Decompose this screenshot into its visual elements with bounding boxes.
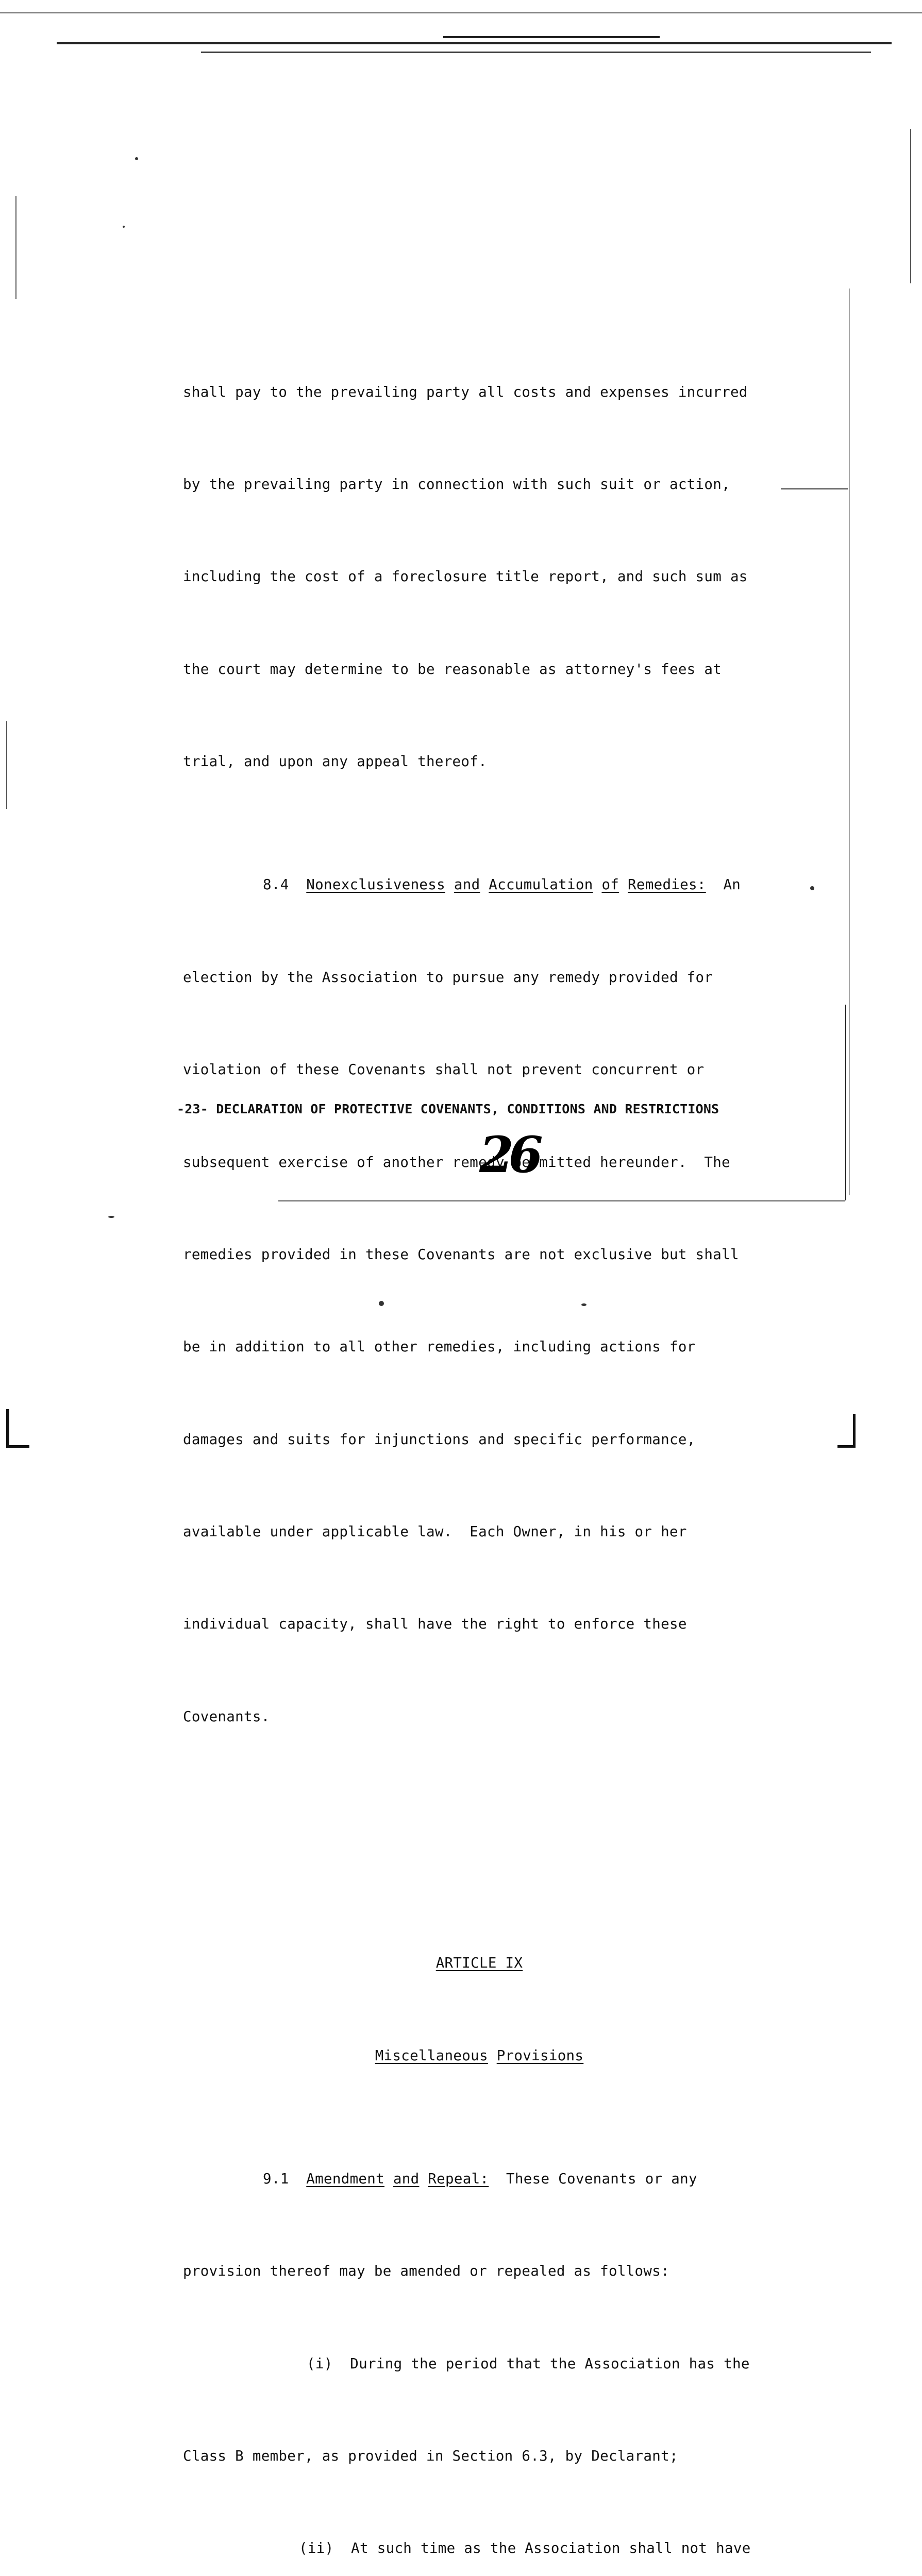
article-subheading [183,2041,776,2072]
scan-right-edge-1 [910,129,911,283]
text-line: trial, and upon any appeal thereof. [183,753,487,770]
scan-top-rule-3 [201,52,871,53]
section-text: An [723,876,741,893]
text-line: subsequent exercise of another remedy permitted hereunder. The [183,1154,730,1171]
text-line: shall pay to the prevailing party all costs and expenses incurred [183,383,748,400]
scan-corner-mark-left [6,1409,9,1448]
section-9-1-heading-line [183,2164,776,2195]
handwritten-page-number: 26 [479,1126,538,1184]
scan-corner-mark-right-base [837,1445,856,1448]
page-footer: -23- DECLARATION OF PROTECTIVE COVENANTS, CONDITIONS AND RESTRICTIONS [177,1101,719,1116]
section-text: These Covenants or any [506,2170,697,2187]
scan-right-tick [781,488,848,489]
text-line: Class B member, as provided in Section 6.3, by Declarant; [183,2447,678,2464]
list-item-i [183,2349,776,2380]
section-title-word: Nonexclusiveness [306,876,445,893]
article-heading [183,1948,776,1979]
blank-line [183,1825,776,1856]
scan-corner-mark-right [853,1414,856,1448]
section-title-word: Remedies: [628,876,706,893]
text-line: remedies provided in these Covenants are not exclusive but shall [183,1246,739,1263]
text-line: including the cost of a foreclosure title report, and such sum as [183,568,748,585]
scan-speck [810,886,814,890]
text-line: Covenants. [183,1708,270,1725]
list-item-ii [183,2533,776,2564]
list-item-text: At such time as the Association shall not have [351,2540,751,2557]
text-line: damages and suits for injunctions and specific performance, [183,1431,696,1448]
list-item-label: (i) [307,2355,333,2372]
section-title-word: and [393,2170,420,2187]
list-item-text: During the period that the Association has the [350,2355,750,2372]
text-line: violation of these Covenants shall not prevent concurrent or [183,1061,705,1078]
article-subheading-word: Miscellaneous [375,2047,488,2064]
scan-speck [135,157,138,160]
section-title-word: Accumulation [489,876,593,893]
section-8-4-heading-line [183,870,776,901]
section-title-word: of [601,876,619,893]
article-heading-text: ARTICLE IX [435,1955,523,1972]
section-title-word: Amendment [306,2170,385,2187]
text-line: be in addition to all other remedies, including actions for [183,1338,696,1355]
text-line: election by the Association to pursue any remedy provided for [183,969,713,986]
scan-top-rule-2 [57,42,892,44]
section-number: 8.4 [263,876,289,893]
scan-left-edge-2 [6,721,7,809]
text-line: available under applicable law. Each Owner, in his or her [183,1523,687,1540]
section-title-word: and [454,876,480,893]
scan-right-margin-solid [845,1005,846,1200]
text-line: by the prevailing party in connection with such suit or action, [183,476,730,493]
list-item-label: (ii) [299,2540,334,2557]
text-line: individual capacity, shall have the right to enforce these [183,1616,687,1633]
scan-top-rule-1 [0,12,922,13]
text-line: the court may determine to be reasonable as attorney's fees at [183,660,722,677]
text-line: provision thereof may be amended or repealed as follows: [183,2263,669,2280]
scan-speck [123,226,125,228]
scan-corner-mark-left-base [6,1445,29,1448]
section-title-word: Repeal: [428,2170,489,2187]
scan-speck [108,1216,114,1218]
scan-left-edge-1 [15,196,16,299]
section-number: 9.1 [263,2170,289,2187]
document-body [183,315,776,2576]
scan-top-rule-4 [443,36,660,38]
scan-right-margin-line [849,289,850,1195]
article-subheading-word: Provisions [496,2047,584,2064]
